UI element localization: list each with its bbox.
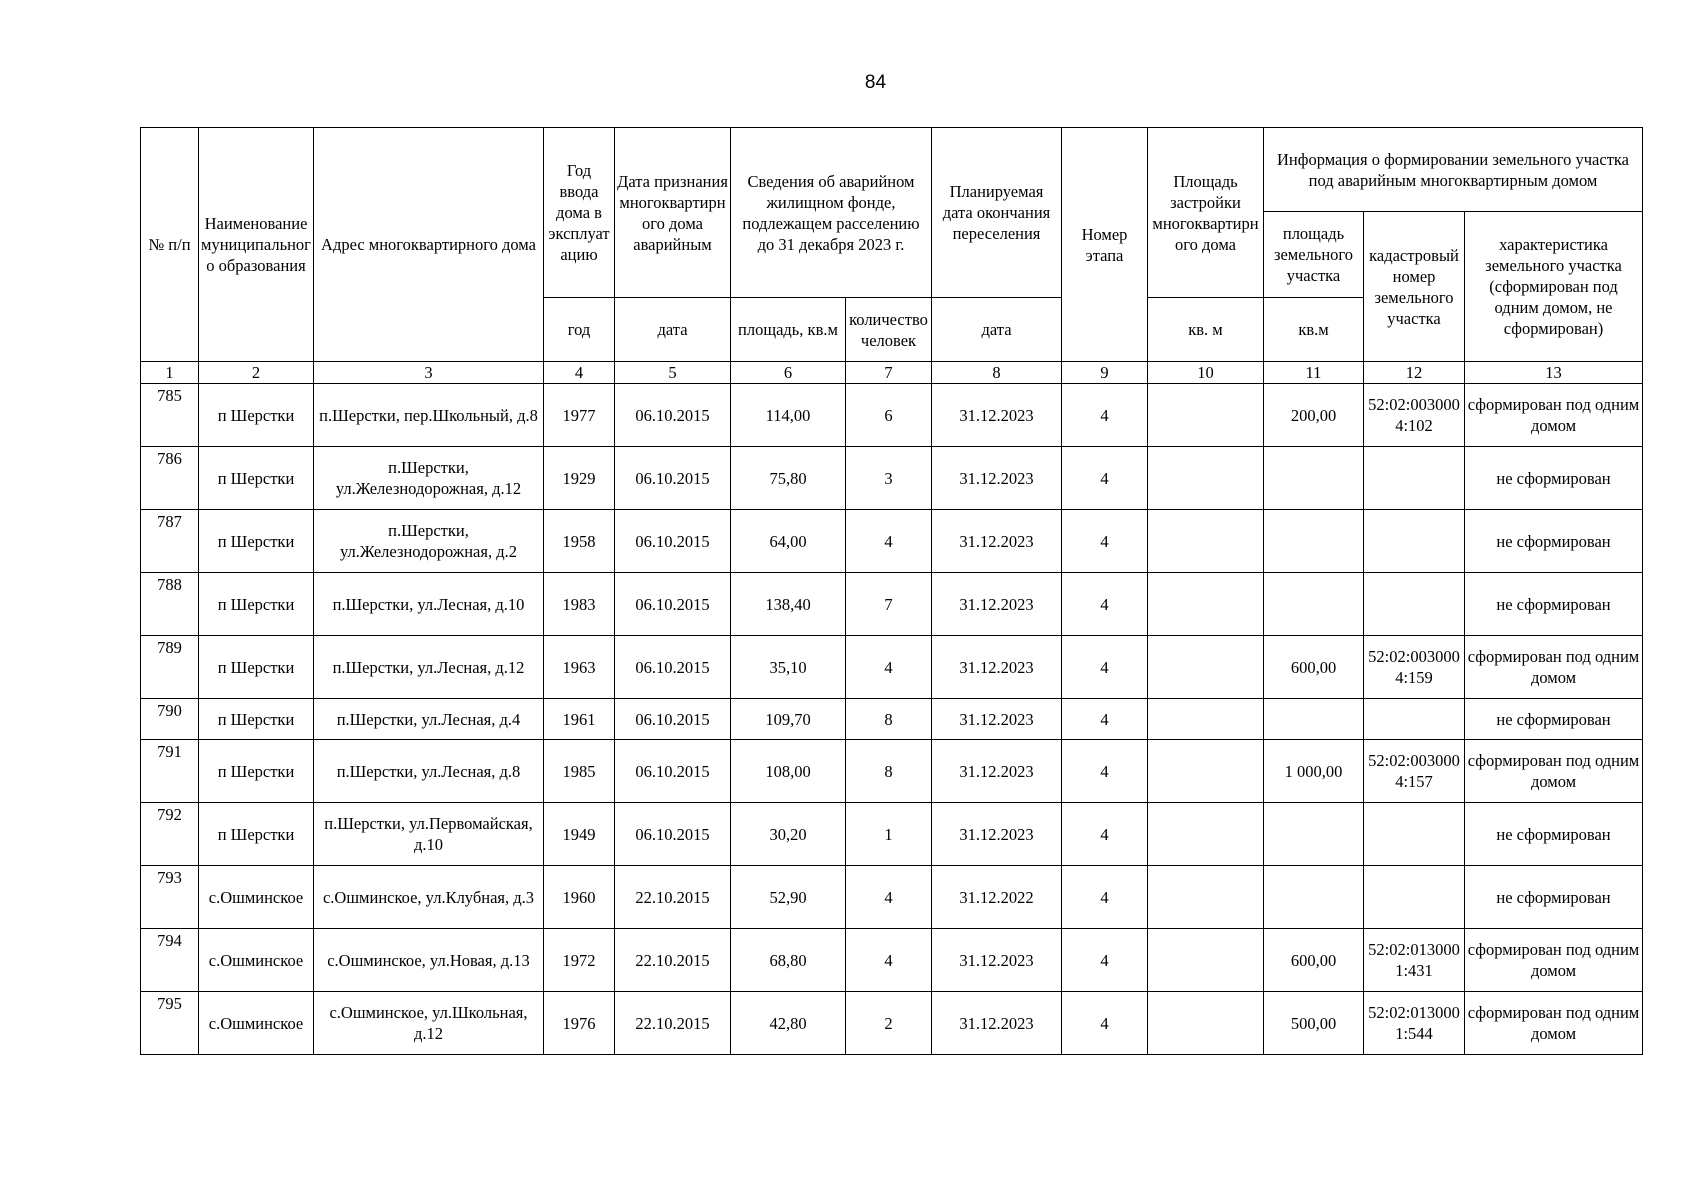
cell-municipality: п Шерстки	[199, 699, 314, 740]
emergency-housing-table	[140, 127, 1643, 1055]
cell-cadastral-number: 52:02:0130001:431	[1364, 929, 1465, 992]
column-number: 7	[846, 362, 932, 384]
cell-municipality: п Шерстки	[199, 447, 314, 510]
cell-land-status: сформирован под одним домом	[1465, 384, 1643, 447]
cell-cadastral-number	[1364, 866, 1465, 929]
table-row	[141, 573, 1643, 636]
table-row	[141, 866, 1643, 929]
cell-area: 108,00	[731, 740, 846, 803]
cell-stage: 4	[1062, 992, 1148, 1055]
cell-year: 1985	[544, 740, 615, 803]
cell-cadastral-number	[1364, 447, 1465, 510]
cell-land-status: не сформирован	[1465, 866, 1643, 929]
header-emergency-fund-group: Сведения об аварийном жилищном фонде, подлежащем расселению до 31 декабря 2023 г.	[731, 128, 932, 298]
header-built-area: Площадь застройки многоквартирного дома	[1148, 128, 1264, 298]
cell-cadastral-number: 52:02:0130001:544	[1364, 992, 1465, 1055]
column-number: 4	[544, 362, 615, 384]
cell-area: 114,00	[731, 384, 846, 447]
cell-cadastral-number	[1364, 510, 1465, 573]
cell-address: п.Шерстки, пер.Школьный, д.8	[314, 384, 544, 447]
cell-land-area	[1264, 866, 1364, 929]
column-number-row	[141, 362, 1643, 384]
cell-area: 35,10	[731, 636, 846, 699]
cell-municipality: п Шерстки	[199, 573, 314, 636]
column-number: 13	[1465, 362, 1643, 384]
cell-planned-date: 31.12.2023	[932, 699, 1062, 740]
cell-year: 1958	[544, 510, 615, 573]
cell-stage: 4	[1062, 929, 1148, 992]
cell-year: 1972	[544, 929, 615, 992]
column-number: 2	[199, 362, 314, 384]
cell-no: 792	[141, 803, 199, 866]
table-row	[141, 740, 1643, 803]
cell-people: 8	[846, 740, 932, 803]
cell-stage: 4	[1062, 636, 1148, 699]
cell-people: 6	[846, 384, 932, 447]
cell-stage: 4	[1062, 699, 1148, 740]
header-planned-date: Планируемая дата окончания переселения	[932, 128, 1062, 298]
cell-date-emergency: 06.10.2015	[615, 573, 731, 636]
cell-built-area	[1148, 384, 1264, 447]
cell-year: 1983	[544, 573, 615, 636]
column-number: 10	[1148, 362, 1264, 384]
cell-land-area	[1264, 803, 1364, 866]
cell-date-emergency: 06.10.2015	[615, 510, 731, 573]
header-address: Адрес многоквартирного дома	[314, 128, 544, 362]
cell-built-area	[1148, 573, 1264, 636]
cell-address: с.Ошминское, ул.Клубная, д.3	[314, 866, 544, 929]
table-header	[141, 128, 1643, 384]
cell-date-emergency: 22.10.2015	[615, 929, 731, 992]
column-number: 3	[314, 362, 544, 384]
cell-area: 75,80	[731, 447, 846, 510]
cell-people: 1	[846, 803, 932, 866]
header-stage: Номер этапа	[1062, 128, 1148, 362]
cell-land-status: сформирован под одним домом	[1465, 636, 1643, 699]
header-municipality: Наименование муниципального образования	[199, 128, 314, 362]
cell-area: 30,20	[731, 803, 846, 866]
cell-land-status: сформирован под одним домом	[1465, 992, 1643, 1055]
cell-land-area	[1264, 573, 1364, 636]
cell-address: с.Ошминское, ул.Школьная, д.12	[314, 992, 544, 1055]
cell-land-area	[1264, 447, 1364, 510]
cell-address: п.Шерстки, ул.Лесная, д.8	[314, 740, 544, 803]
cell-date-emergency: 06.10.2015	[615, 636, 731, 699]
cell-cadastral-number: 52:02:0030004:157	[1364, 740, 1465, 803]
cell-planned-date: 31.12.2023	[932, 447, 1062, 510]
cell-year: 1976	[544, 992, 615, 1055]
header-land-status: характеристика земельного участка (сформирован под одним домом, не сформирован)	[1465, 212, 1643, 362]
cell-address: п.Шерстки, ул.Железнодорожная, д.2	[314, 510, 544, 573]
cell-built-area	[1148, 929, 1264, 992]
table-row	[141, 636, 1643, 699]
cell-year: 1963	[544, 636, 615, 699]
cell-land-area: 200,00	[1264, 384, 1364, 447]
cell-built-area	[1148, 866, 1264, 929]
unit-planned-date: дата	[932, 298, 1062, 362]
page-number: 84	[864, 72, 887, 93]
header-cadastral-number: кадастровый номер земельного участка	[1364, 212, 1465, 362]
cell-planned-date: 31.12.2023	[932, 929, 1062, 992]
cell-no: 795	[141, 992, 199, 1055]
cell-no: 787	[141, 510, 199, 573]
unit-date: дата	[615, 298, 731, 362]
cell-land-status: не сформирован	[1465, 573, 1643, 636]
header-date-emergency: Дата признания многоквартирного дома аварийным	[615, 128, 731, 298]
cell-address: п.Шерстки, ул.Лесная, д.12	[314, 636, 544, 699]
cell-land-area	[1264, 510, 1364, 573]
cell-year: 1960	[544, 866, 615, 929]
unit-year: год	[544, 298, 615, 362]
cell-land-status: не сформирован	[1465, 447, 1643, 510]
cell-planned-date: 31.12.2023	[932, 992, 1062, 1055]
cell-people: 4	[846, 510, 932, 573]
cell-no: 789	[141, 636, 199, 699]
cell-planned-date: 31.12.2023	[932, 636, 1062, 699]
table-row	[141, 447, 1643, 510]
cell-planned-date: 31.12.2023	[932, 740, 1062, 803]
cell-year: 1977	[544, 384, 615, 447]
cell-built-area	[1148, 636, 1264, 699]
cell-land-status: не сформирован	[1465, 803, 1643, 866]
cell-date-emergency: 06.10.2015	[615, 740, 731, 803]
cell-municipality: с.Ошминское	[199, 992, 314, 1055]
cell-land-area: 600,00	[1264, 929, 1364, 992]
table-row	[141, 992, 1643, 1055]
cell-no: 791	[141, 740, 199, 803]
cell-built-area	[1148, 992, 1264, 1055]
cell-year: 1961	[544, 699, 615, 740]
cell-municipality: с.Ошминское	[199, 929, 314, 992]
header-year-commissioned: Год ввода дома в эксплуатацию	[544, 128, 615, 298]
cell-address: п.Шерстки, ул.Первомайская, д.10	[314, 803, 544, 866]
cell-stage: 4	[1062, 803, 1148, 866]
cell-cadastral-number	[1364, 803, 1465, 866]
cell-municipality: п Шерстки	[199, 510, 314, 573]
cell-municipality: п Шерстки	[199, 384, 314, 447]
cell-address: п.Шерстки, ул.Железнодорожная, д.12	[314, 447, 544, 510]
unit-area: площадь, кв.м	[731, 298, 846, 362]
cell-area: 42,80	[731, 992, 846, 1055]
header-land-area: площадь земельного участка	[1264, 212, 1364, 298]
cell-stage: 4	[1062, 384, 1148, 447]
cell-municipality: с.Ошминское	[199, 866, 314, 929]
cell-date-emergency: 06.10.2015	[615, 699, 731, 740]
header-no: № п/п	[141, 128, 199, 362]
cell-area: 109,70	[731, 699, 846, 740]
cell-year: 1949	[544, 803, 615, 866]
cell-planned-date: 31.12.2022	[932, 866, 1062, 929]
cell-land-status: сформирован под одним домом	[1465, 740, 1643, 803]
cell-no: 786	[141, 447, 199, 510]
cell-land-area: 500,00	[1264, 992, 1364, 1055]
cell-stage: 4	[1062, 866, 1148, 929]
cell-people: 2	[846, 992, 932, 1055]
cell-planned-date: 31.12.2023	[932, 573, 1062, 636]
cell-built-area	[1148, 803, 1264, 866]
table-row	[141, 384, 1643, 447]
table-row	[141, 929, 1643, 992]
table-body	[141, 384, 1643, 1055]
cell-municipality: п Шерстки	[199, 636, 314, 699]
cell-people: 7	[846, 573, 932, 636]
cell-stage: 4	[1062, 447, 1148, 510]
cell-land-area: 1 000,00	[1264, 740, 1364, 803]
table-row	[141, 699, 1643, 740]
header-land-plot-group: Информация о формировании земельного участка под аварийным многоквартирным домом	[1264, 128, 1643, 212]
cell-no: 794	[141, 929, 199, 992]
cell-people: 3	[846, 447, 932, 510]
cell-year: 1929	[544, 447, 615, 510]
cell-people: 4	[846, 929, 932, 992]
cell-area: 64,00	[731, 510, 846, 573]
cell-land-area: 600,00	[1264, 636, 1364, 699]
cell-area: 52,90	[731, 866, 846, 929]
cell-address: п.Шерстки, ул.Лесная, д.4	[314, 699, 544, 740]
cell-stage: 4	[1062, 510, 1148, 573]
cell-land-status: не сформирован	[1465, 699, 1643, 740]
cell-land-area	[1264, 699, 1364, 740]
column-number: 11	[1264, 362, 1364, 384]
cell-planned-date: 31.12.2023	[932, 510, 1062, 573]
cell-built-area	[1148, 510, 1264, 573]
column-number: 8	[932, 362, 1062, 384]
unit-people: количество человек	[846, 298, 932, 362]
cell-cadastral-number	[1364, 573, 1465, 636]
cell-people: 4	[846, 866, 932, 929]
cell-planned-date: 31.12.2023	[932, 384, 1062, 447]
column-number: 6	[731, 362, 846, 384]
cell-municipality: п Шерстки	[199, 803, 314, 866]
cell-address: п.Шерстки, ул.Лесная, д.10	[314, 573, 544, 636]
cell-land-status: сформирован под одним домом	[1465, 929, 1643, 992]
unit-built-area: кв. м	[1148, 298, 1264, 362]
cell-no: 785	[141, 384, 199, 447]
cell-area: 138,40	[731, 573, 846, 636]
cell-date-emergency: 22.10.2015	[615, 992, 731, 1055]
cell-built-area	[1148, 699, 1264, 740]
table-row	[141, 803, 1643, 866]
table-row	[141, 510, 1643, 573]
cell-date-emergency: 06.10.2015	[615, 384, 731, 447]
unit-land-area: кв.м	[1264, 298, 1364, 362]
cell-cadastral-number: 52:02:0030004:102	[1364, 384, 1465, 447]
cell-municipality: п Шерстки	[199, 740, 314, 803]
cell-no: 793	[141, 866, 199, 929]
cell-date-emergency: 06.10.2015	[615, 447, 731, 510]
cell-people: 8	[846, 699, 932, 740]
cell-land-status: не сформирован	[1465, 510, 1643, 573]
column-number: 1	[141, 362, 199, 384]
column-number: 9	[1062, 362, 1148, 384]
column-number: 5	[615, 362, 731, 384]
cell-stage: 4	[1062, 740, 1148, 803]
cell-date-emergency: 22.10.2015	[615, 866, 731, 929]
cell-cadastral-number: 52:02:0030004:159	[1364, 636, 1465, 699]
cell-built-area	[1148, 740, 1264, 803]
cell-planned-date: 31.12.2023	[932, 803, 1062, 866]
cell-area: 68,80	[731, 929, 846, 992]
column-number: 12	[1364, 362, 1465, 384]
cell-people: 4	[846, 636, 932, 699]
cell-no: 790	[141, 699, 199, 740]
cell-date-emergency: 06.10.2015	[615, 803, 731, 866]
cell-built-area	[1148, 447, 1264, 510]
cell-address: с.Ошминское, ул.Новая, д.13	[314, 929, 544, 992]
cell-no: 788	[141, 573, 199, 636]
cell-cadastral-number	[1364, 699, 1465, 740]
cell-stage: 4	[1062, 573, 1148, 636]
